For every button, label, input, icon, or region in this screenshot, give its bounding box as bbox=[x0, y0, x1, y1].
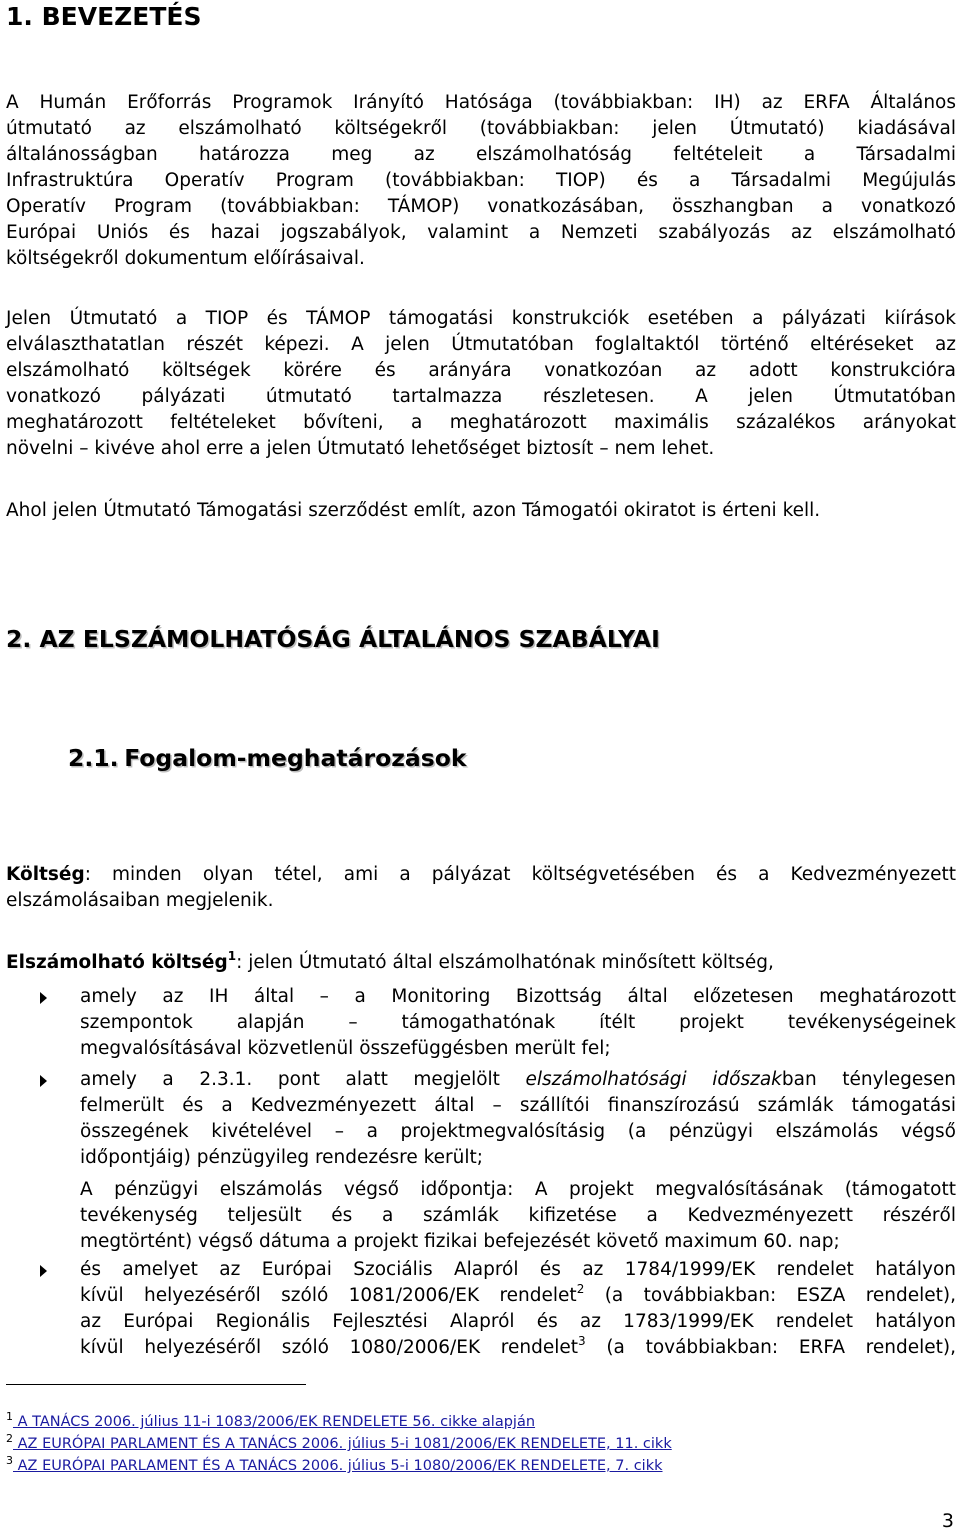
text-line: A pénzügyi elszámolás végső időpontja: A projekt megvalósításának (támogatott bbox=[80, 1179, 956, 1200]
definition-text: : minden olyan tétel, ami a pályázat költségvetésében és a Kedvezményezett bbox=[84, 864, 956, 885]
footnote-ref[interactable]: 3 bbox=[577, 1334, 586, 1348]
text-span: ban ténylegesen bbox=[781, 1069, 956, 1090]
text-line: az Európai Regionális Fejlesztési Alapról és az 1783/1999/EK rendelet hatályon bbox=[80, 1311, 956, 1332]
text-line: A Humán Erőforrás Programok Irányító Hatósága (továbbiakban: IH) az ERFA Általános bbox=[6, 92, 956, 113]
definition-text: : jelen Útmutató által elszámolhatónak minősített költség, bbox=[236, 952, 774, 973]
text-line: megtörtént) végső dátuma a projekt fizikai befejezését követő maximum 60. nap; bbox=[80, 1231, 840, 1252]
footnote-separator bbox=[6, 1384, 306, 1385]
text-line: növelni – kivéve ahol erre a jelen Útmutató lehetőséget biztosít – nem lehet. bbox=[6, 438, 715, 459]
text-line: Jelen Útmutató a TIOP és TÁMOP támogatási konstrukciók esetében a pályázati kiírások bbox=[6, 308, 956, 329]
text-line: tevékenység teljesült és a számlák kifizetése a Kedvezményezett részéről bbox=[80, 1205, 956, 1226]
footnote-link[interactable]: A TANÁCS 2006. július 11-i 1083/2006/EK RENDELETE 56. cikke alapján bbox=[13, 1414, 536, 1430]
text-span: kívül helyezéséről szóló 1081/2006/EK rendelet bbox=[80, 1285, 577, 1306]
text-span: (a továbbiakban: ESZA rendelet), bbox=[584, 1285, 956, 1306]
text-line: meghatározott feltételeket bővíteni, a meghatározott maximális százalékos arányokat bbox=[6, 412, 956, 433]
section-1-heading: 1. BEVEZETÉS bbox=[6, 2, 202, 31]
text-line bbox=[6, 862, 956, 888]
footnote-number: 3 bbox=[6, 1454, 13, 1467]
text-line bbox=[80, 1283, 956, 1309]
footnote-link[interactable]: AZ EURÓPAI PARLAMENT ÉS A TANÁCS 2006. július 5-i 1081/2006/EK RENDELETE, 11. cikk bbox=[13, 1436, 672, 1452]
subsection-title: Fogalom-meghatározások bbox=[124, 744, 467, 772]
text-line: Infrastruktúra Operatív Program (továbbiakban: TIOP) és a Társadalmi Megújulás bbox=[6, 170, 956, 191]
text-line: elszámolásaiban megjelenik. bbox=[6, 890, 274, 911]
subsection-number: 2.1. bbox=[68, 744, 119, 772]
text-line: útmutató az elszámolható költségekről (továbbiakban: jelen Útmutató) kiadásával bbox=[6, 118, 956, 139]
text-line: költségekről dokumentum előírásaival. bbox=[6, 248, 365, 269]
text-span: amely a 2.3.1. pont alatt megjelölt bbox=[80, 1069, 526, 1090]
elszamolhato-definition bbox=[6, 950, 956, 976]
text-line: vonatkozó pályázati útmutató tartalmazza részletesen. A jelen Útmutatóban bbox=[6, 386, 956, 407]
italic-term: elszámolhatósági időszak bbox=[525, 1069, 782, 1090]
text-line: amely az IH által – a Monitoring Bizottság által előzetesen meghatározott bbox=[80, 986, 956, 1007]
text-line: általánosságban határozza meg az elszámolhatóság feltételeit a Társadalmi bbox=[6, 144, 956, 165]
text-line: összegének kivételével – a projektmegvalósításig (a pénzügyi elszámolás végső bbox=[80, 1121, 956, 1142]
text-span: kívül helyezéséről szóló 1080/2006/EK rendelet bbox=[80, 1337, 578, 1358]
text-line: megvalósításával közvetlenül összefüggésben merült fel; bbox=[80, 1038, 611, 1059]
definition-term: Elszámolható költség bbox=[6, 952, 228, 973]
footnote-3 bbox=[6, 1450, 663, 1477]
text-line: szempontok alapján – támogathatónak ítélt projekt tevékenységeinek bbox=[80, 1012, 956, 1033]
text-line bbox=[80, 1067, 956, 1093]
footnote-number: 2 bbox=[6, 1432, 13, 1445]
footnote-number: 1 bbox=[6, 1410, 13, 1423]
bullet-arrow-icon bbox=[40, 1265, 47, 1277]
page-number: 3 bbox=[941, 1510, 954, 1532]
text-line: időpontjáig) pénzügyileg rendezésre került; bbox=[80, 1147, 483, 1168]
text-span: (a továbbiakban: ERFA rendelet), bbox=[585, 1337, 956, 1358]
definition-term: Költség bbox=[6, 864, 85, 885]
bullet-arrow-icon bbox=[40, 992, 47, 1004]
text-line: elszámolható költségek körére és arányára vonatkozóan az adott konstrukcióra bbox=[6, 360, 956, 381]
text-line: Operatív Program (továbbiakban: TÁMOP) vonatkozásában, összhangban a vonatkozó bbox=[6, 196, 956, 217]
bullet-arrow-icon bbox=[40, 1075, 47, 1087]
footnote-link[interactable]: AZ EURÓPAI PARLAMENT ÉS A TANÁCS 2006. július 5-i 1080/2006/EK RENDELETE, 7. cikk bbox=[13, 1458, 663, 1474]
contract-paragraph: Ahol jelen Útmutató Támogatási szerződést említ, azon Támogatói okiratot is érteni kell. bbox=[6, 500, 821, 521]
text-line: Európai Uniós és hazai jogszabályok, valamint a Nemzeti szabályozás az elszámolható bbox=[6, 222, 956, 243]
footnote-ref[interactable]: 1 bbox=[227, 949, 237, 963]
text-line: elválaszthatatlan részét képezi. A jelen Útmutatóban foglaltaktól történő eltéréseket az bbox=[6, 334, 956, 355]
subsection-2-1-heading bbox=[68, 743, 467, 773]
text-line: és amelyet az Európai Szociális Alapról és az 1784/1999/EK rendelet hatályon bbox=[80, 1259, 956, 1280]
footnote-ref[interactable]: 2 bbox=[576, 1282, 585, 1296]
section-2-heading: 2. AZ ELSZÁMOLHATÓSÁG ÁLTALÁNOS SZABÁLYAI bbox=[6, 625, 660, 653]
text-line bbox=[80, 1335, 956, 1361]
text-line: felmerült és a Kedvezményezett által – szállítói finanszírozású számlák támogatási bbox=[80, 1095, 956, 1116]
